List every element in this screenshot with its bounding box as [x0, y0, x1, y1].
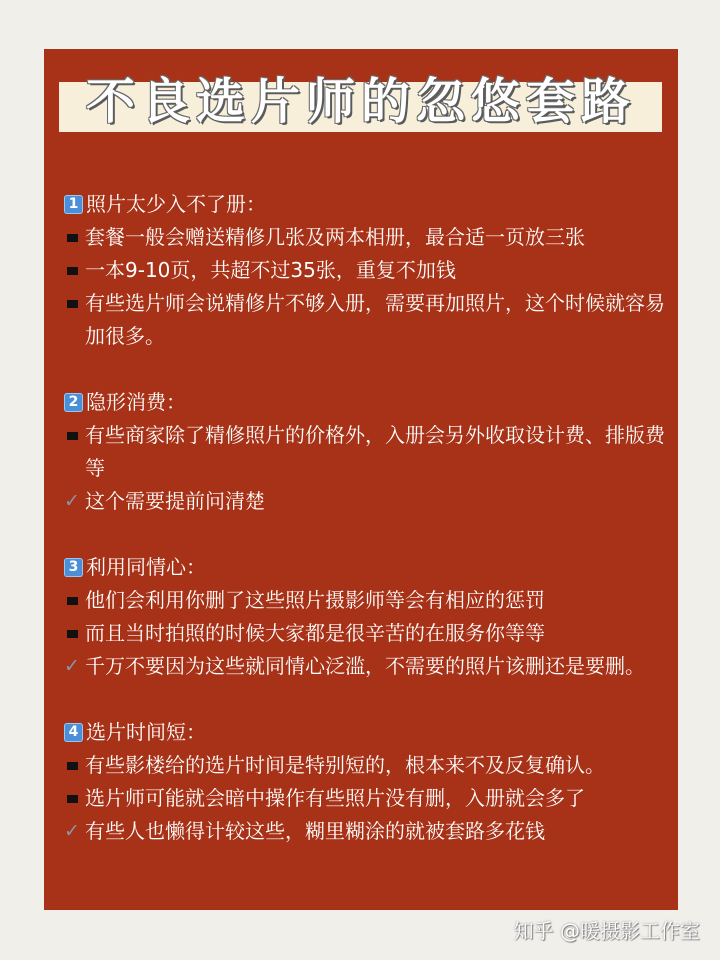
section-heading: [64, 716, 670, 749]
section-heading: [64, 551, 670, 584]
list-item-text: 有些人也懒得计较这些，糊里糊涂的就被套路多花钱: [85, 819, 545, 843]
list-item: [64, 254, 670, 287]
black-square-icon: [67, 432, 78, 440]
section-heading-text: 选片时间短：: [86, 720, 206, 744]
list-item: [64, 419, 670, 485]
list-item: [64, 650, 670, 683]
list-item: [64, 815, 670, 848]
list-item-text: 这个需要提前问清楚: [85, 489, 265, 513]
list-item-text: 有些影楼给的选片时间是特别短的，根本来不及反复确认。: [85, 753, 605, 777]
number-badge-icon: 3: [64, 558, 83, 577]
list-item: [64, 287, 670, 353]
black-square-icon: [67, 795, 78, 803]
section: [64, 188, 670, 353]
black-square-icon: [67, 762, 78, 770]
section-heading-text: 照片太少入不了册：: [86, 192, 266, 216]
section-heading: [64, 188, 670, 221]
list-item: [64, 782, 670, 815]
section: [64, 551, 670, 683]
list-item: [64, 749, 670, 782]
list-item-text: 一本9-10页，共超不过35张，重复不加钱: [85, 258, 456, 282]
number-badge-icon: 4: [64, 723, 83, 742]
list-item: [64, 485, 670, 518]
list-item-text: 而且当时拍照的时候大家都是很辛苦的在服务你等等: [85, 621, 545, 645]
section-heading-text: 利用同情心：: [86, 555, 206, 579]
page-title: 不良选片师的忽悠套路: [85, 73, 636, 130]
checkmark-icon: ✓: [64, 490, 80, 512]
list-item: [64, 617, 670, 650]
black-square-icon: [67, 300, 78, 308]
black-square-icon: [67, 234, 78, 242]
number-badge-icon: 2: [64, 393, 83, 412]
list-item: [64, 584, 670, 617]
number-badge-icon: 1: [64, 195, 83, 214]
list-item: [64, 221, 670, 254]
section: [64, 716, 670, 848]
content-body: [64, 188, 670, 881]
list-item-text: 他们会利用你删了这些照片摄影师等会有相应的惩罚: [85, 588, 545, 612]
checkmark-icon: ✓: [64, 820, 80, 842]
list-item-text: 千万不要因为这些就同情心泛滥，不需要的照片该删还是要删。: [85, 654, 645, 678]
checkmark-icon: ✓: [64, 655, 80, 677]
black-square-icon: [67, 267, 78, 275]
section-heading: [64, 386, 670, 419]
section: [64, 386, 670, 518]
list-item-text: 套餐一般会赠送精修几张及两本相册，最合适一页放三张: [85, 225, 585, 249]
list-item-text: 选片师可能就会暗中操作有些照片没有删，入册就会多了: [85, 786, 585, 810]
list-item-text: 有些商家除了精修照片的价格外，入册会另外收取设计费、排版费等: [85, 423, 665, 480]
list-item-text: 有些选片师会说精修片不够入册，需要再加照片，这个时候就容易加很多。: [85, 291, 665, 348]
section-heading-text: 隐形消费：: [86, 390, 186, 414]
watermark: 知乎 @暖摄影工作室: [513, 919, 700, 943]
black-square-icon: [67, 597, 78, 605]
black-square-icon: [67, 630, 78, 638]
